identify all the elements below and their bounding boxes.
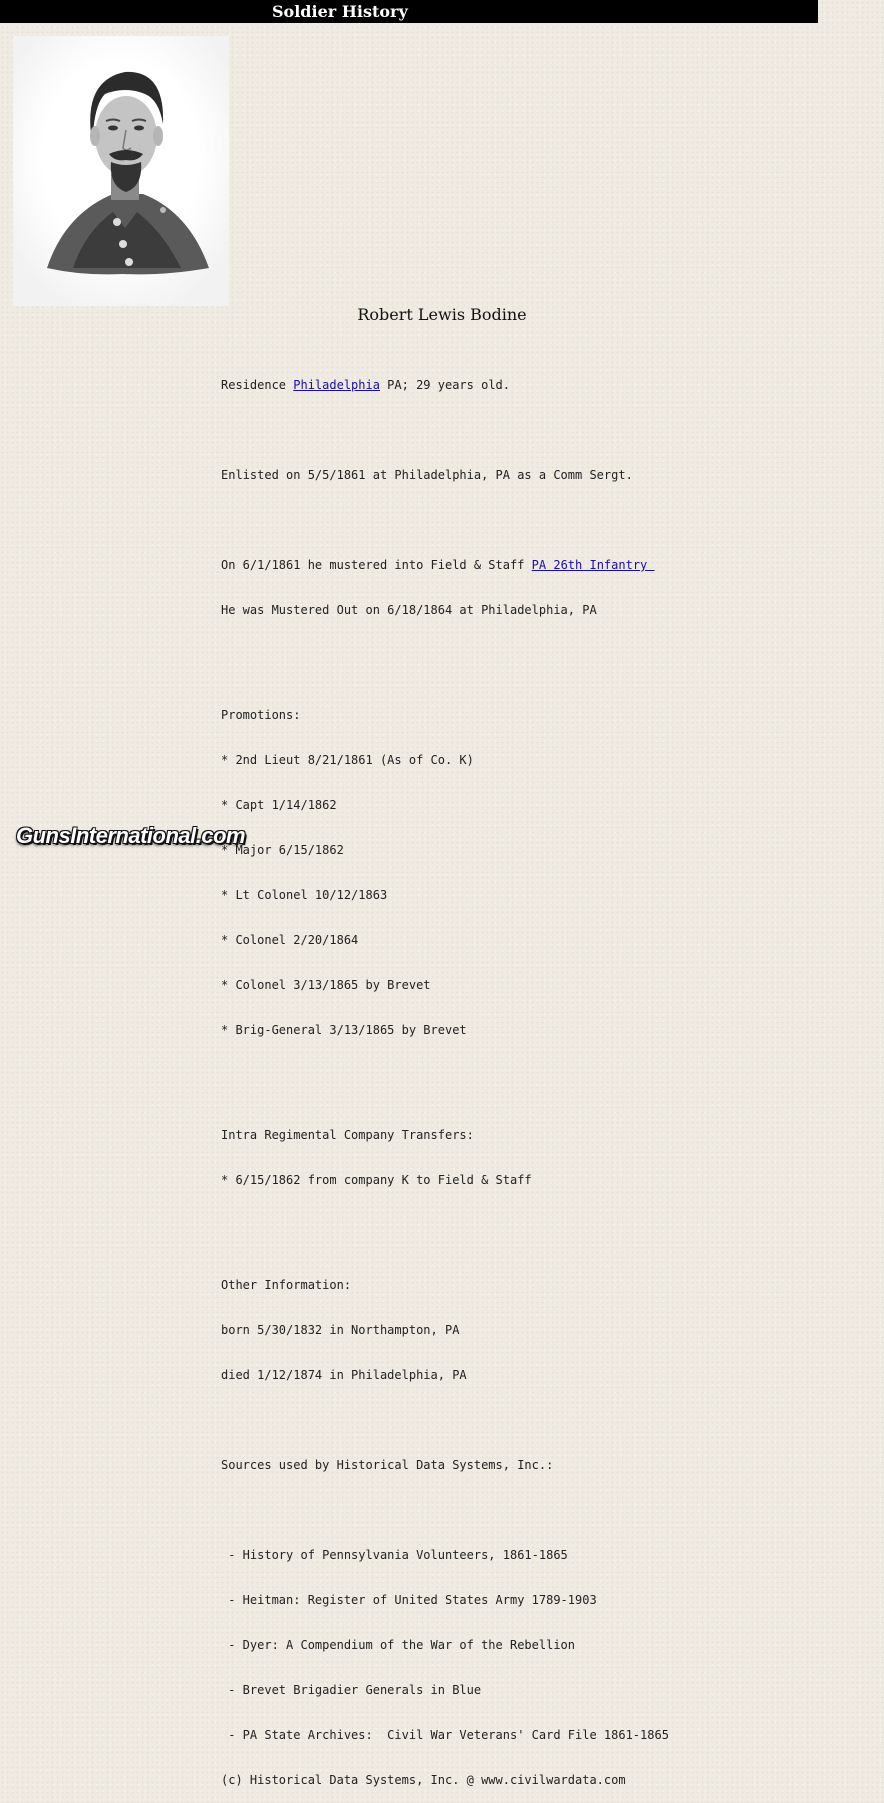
promotion-item: * Colonel 2/20/1864 — [221, 933, 359, 947]
promotion-item: * Capt 1/14/1862 — [221, 798, 337, 812]
portrait-image — [13, 36, 229, 306]
page-title: Soldier History — [272, 2, 408, 21]
soldier-portrait — [13, 36, 229, 306]
residence-suffix: PA; 29 years old. — [379, 378, 510, 392]
transfer-item: * 6/15/1862 from company K to Field & Staff — [221, 1173, 532, 1187]
page-header — [0, 0, 818, 23]
other-info-heading: Other Information: — [221, 1278, 352, 1292]
soldier-record — [221, 348, 669, 1803]
source-item: - History of Pennsylvania Volunteers, 1861-1865 — [221, 1548, 568, 1562]
transfers-heading: Intra Regimental Company Transfers: — [221, 1128, 474, 1142]
promotion-item: * Major 6/15/1862 — [221, 843, 344, 857]
sources-heading: Sources used by Historical Data Systems, Inc.: — [221, 1458, 554, 1472]
promotion-item: * Brig-General 3/13/1865 by Brevet — [221, 1023, 467, 1037]
muster-prefix: On 6/1/1861 he mustered into Field & Staff — [221, 558, 532, 572]
muster-line — [221, 558, 669, 573]
mustered-out-line: He was Mustered Out on 6/18/1864 at Philadelphia, PA — [221, 603, 597, 617]
soldier-name: Robert Lewis Bodine — [357, 305, 527, 324]
enlisted-line: Enlisted on 5/5/1861 at Philadelphia, PA as a Comm Sergt. — [221, 468, 633, 482]
promotion-item: * 2nd Lieut 8/21/1861 (As of Co. K) — [221, 753, 474, 767]
died-line: died 1/12/1874 in Philadelphia, PA — [221, 1368, 467, 1382]
source-item: - PA State Archives: Civil War Veterans' Card File 1861-1865 — [221, 1728, 669, 1742]
promotion-item: * Lt Colonel 10/12/1863 — [221, 888, 388, 902]
site-watermark: GunsInternational.com — [16, 823, 246, 848]
born-line: born 5/30/1832 in Northampton, PA — [221, 1323, 460, 1337]
source-item: - Heitman: Register of United States Army 1789-1903 — [221, 1593, 597, 1607]
copyright-line: (c) Historical Data Systems, Inc. @ www.civilwardata.com — [221, 1773, 626, 1787]
source-item: - Dyer: A Compendium of the War of the Rebellion — [221, 1638, 576, 1652]
promotions-heading: Promotions: — [221, 708, 301, 722]
promotion-item: * Colonel 3/13/1865 by Brevet — [221, 978, 431, 992]
residence-link[interactable]: Philadelphia — [293, 378, 380, 392]
source-item: - Brevet Brigadier Generals in Blue — [221, 1683, 482, 1697]
residence-line — [221, 378, 669, 393]
regiment-link[interactable]: PA 26th Infantry — [531, 558, 655, 572]
residence-prefix: Residence — [221, 378, 294, 392]
